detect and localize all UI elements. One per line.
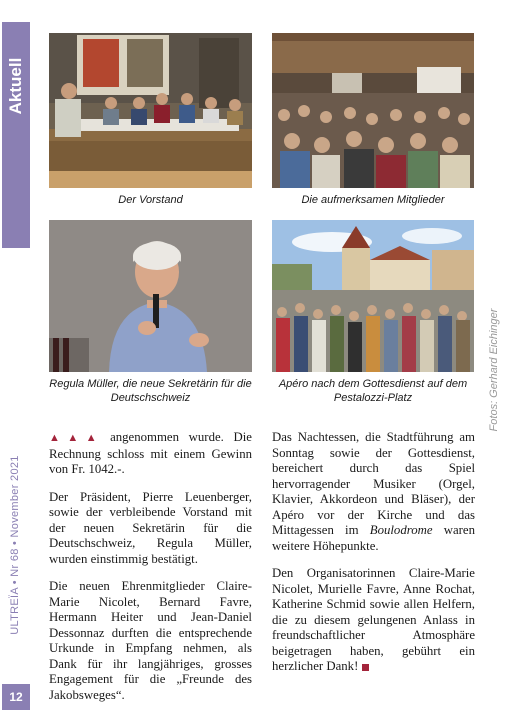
photo-apero — [272, 220, 474, 372]
page-number: 12 — [2, 684, 30, 710]
section-tab — [2, 22, 30, 248]
article-paragraph: Der Präsident, Pierre Leuenberger, sowie der verbleibende Vorstand mit der neuen Sekretärin für die Deutschschweiz, Regula Müller, wurden einstimmig bestätigt. — [49, 489, 252, 566]
article-column-1 — [49, 430, 252, 715]
article-column-2 — [272, 430, 475, 687]
photo-credit-text: Fotos: Gerhard Eichinger — [488, 308, 500, 432]
photo-audience-caption: Die aufmerksamen Mitglieder — [301, 194, 445, 206]
photo-apero-caption: Apéro nach dem Gottesdienst auf dem Pestalozzi-Platz — [278, 378, 468, 404]
photo-audience — [272, 33, 474, 188]
article-paragraph: Die neuen Ehrenmitglieder Claire-Marie Nicolet, Bernard Favre, Hermann Heiter und Jean-Daniel Dessonnaz durften die entsprechende Urkunde in Empfang nehmen, als Dank für ihr langjähriges, grosses Engagement für die „Freunde des Jakobsweges“. — [49, 579, 252, 702]
end-mark — [362, 664, 369, 671]
article-paragraph: Das Nachtessen, die Stadtführung am Sonntag sowie der Gottesdienst, bereichert durch das Spiel hervorragender Musiker (Orgel, Klavier, Akkordeon und Bläser), der Apéro vor der Kirche und das Mittagessen im Boulodrome waren weitere Höhepunkte. — [272, 430, 476, 553]
photo-credit — [486, 300, 502, 440]
article-paragraph: ▲▲▲ angenommen wurde. Die Rechnung schloss mit einem Gewinn von Fr. 1042.-. — [49, 430, 252, 476]
photo-secretary-caption: Regula Müller, die neue Sekretärin für die Deutschschweiz — [49, 378, 252, 404]
section-label: Aktuell — [6, 57, 25, 115]
venue-name: Boulodrome — [369, 523, 433, 537]
issue-footer-text: ULTREÏA • Nr 68 • November 2021 — [9, 455, 21, 635]
photo-board — [49, 33, 252, 188]
photo-board-caption: Der Vorstand — [118, 194, 183, 206]
photo-secretary — [49, 220, 252, 372]
continuation-marker: ▲▲▲ — [49, 432, 105, 444]
issue-footer — [4, 450, 26, 640]
article-paragraph: Den Organisatorinnen Claire-Marie Nicolet, Murielle Favre, Anne Rochat, Katherine Schmid sowie allen Helfern, die zu diesem gelungenen Anlass in freundschaftlicher Atmosphäre beigetragen haben, gebührt ein herzlicher Dank! — [272, 566, 475, 673]
